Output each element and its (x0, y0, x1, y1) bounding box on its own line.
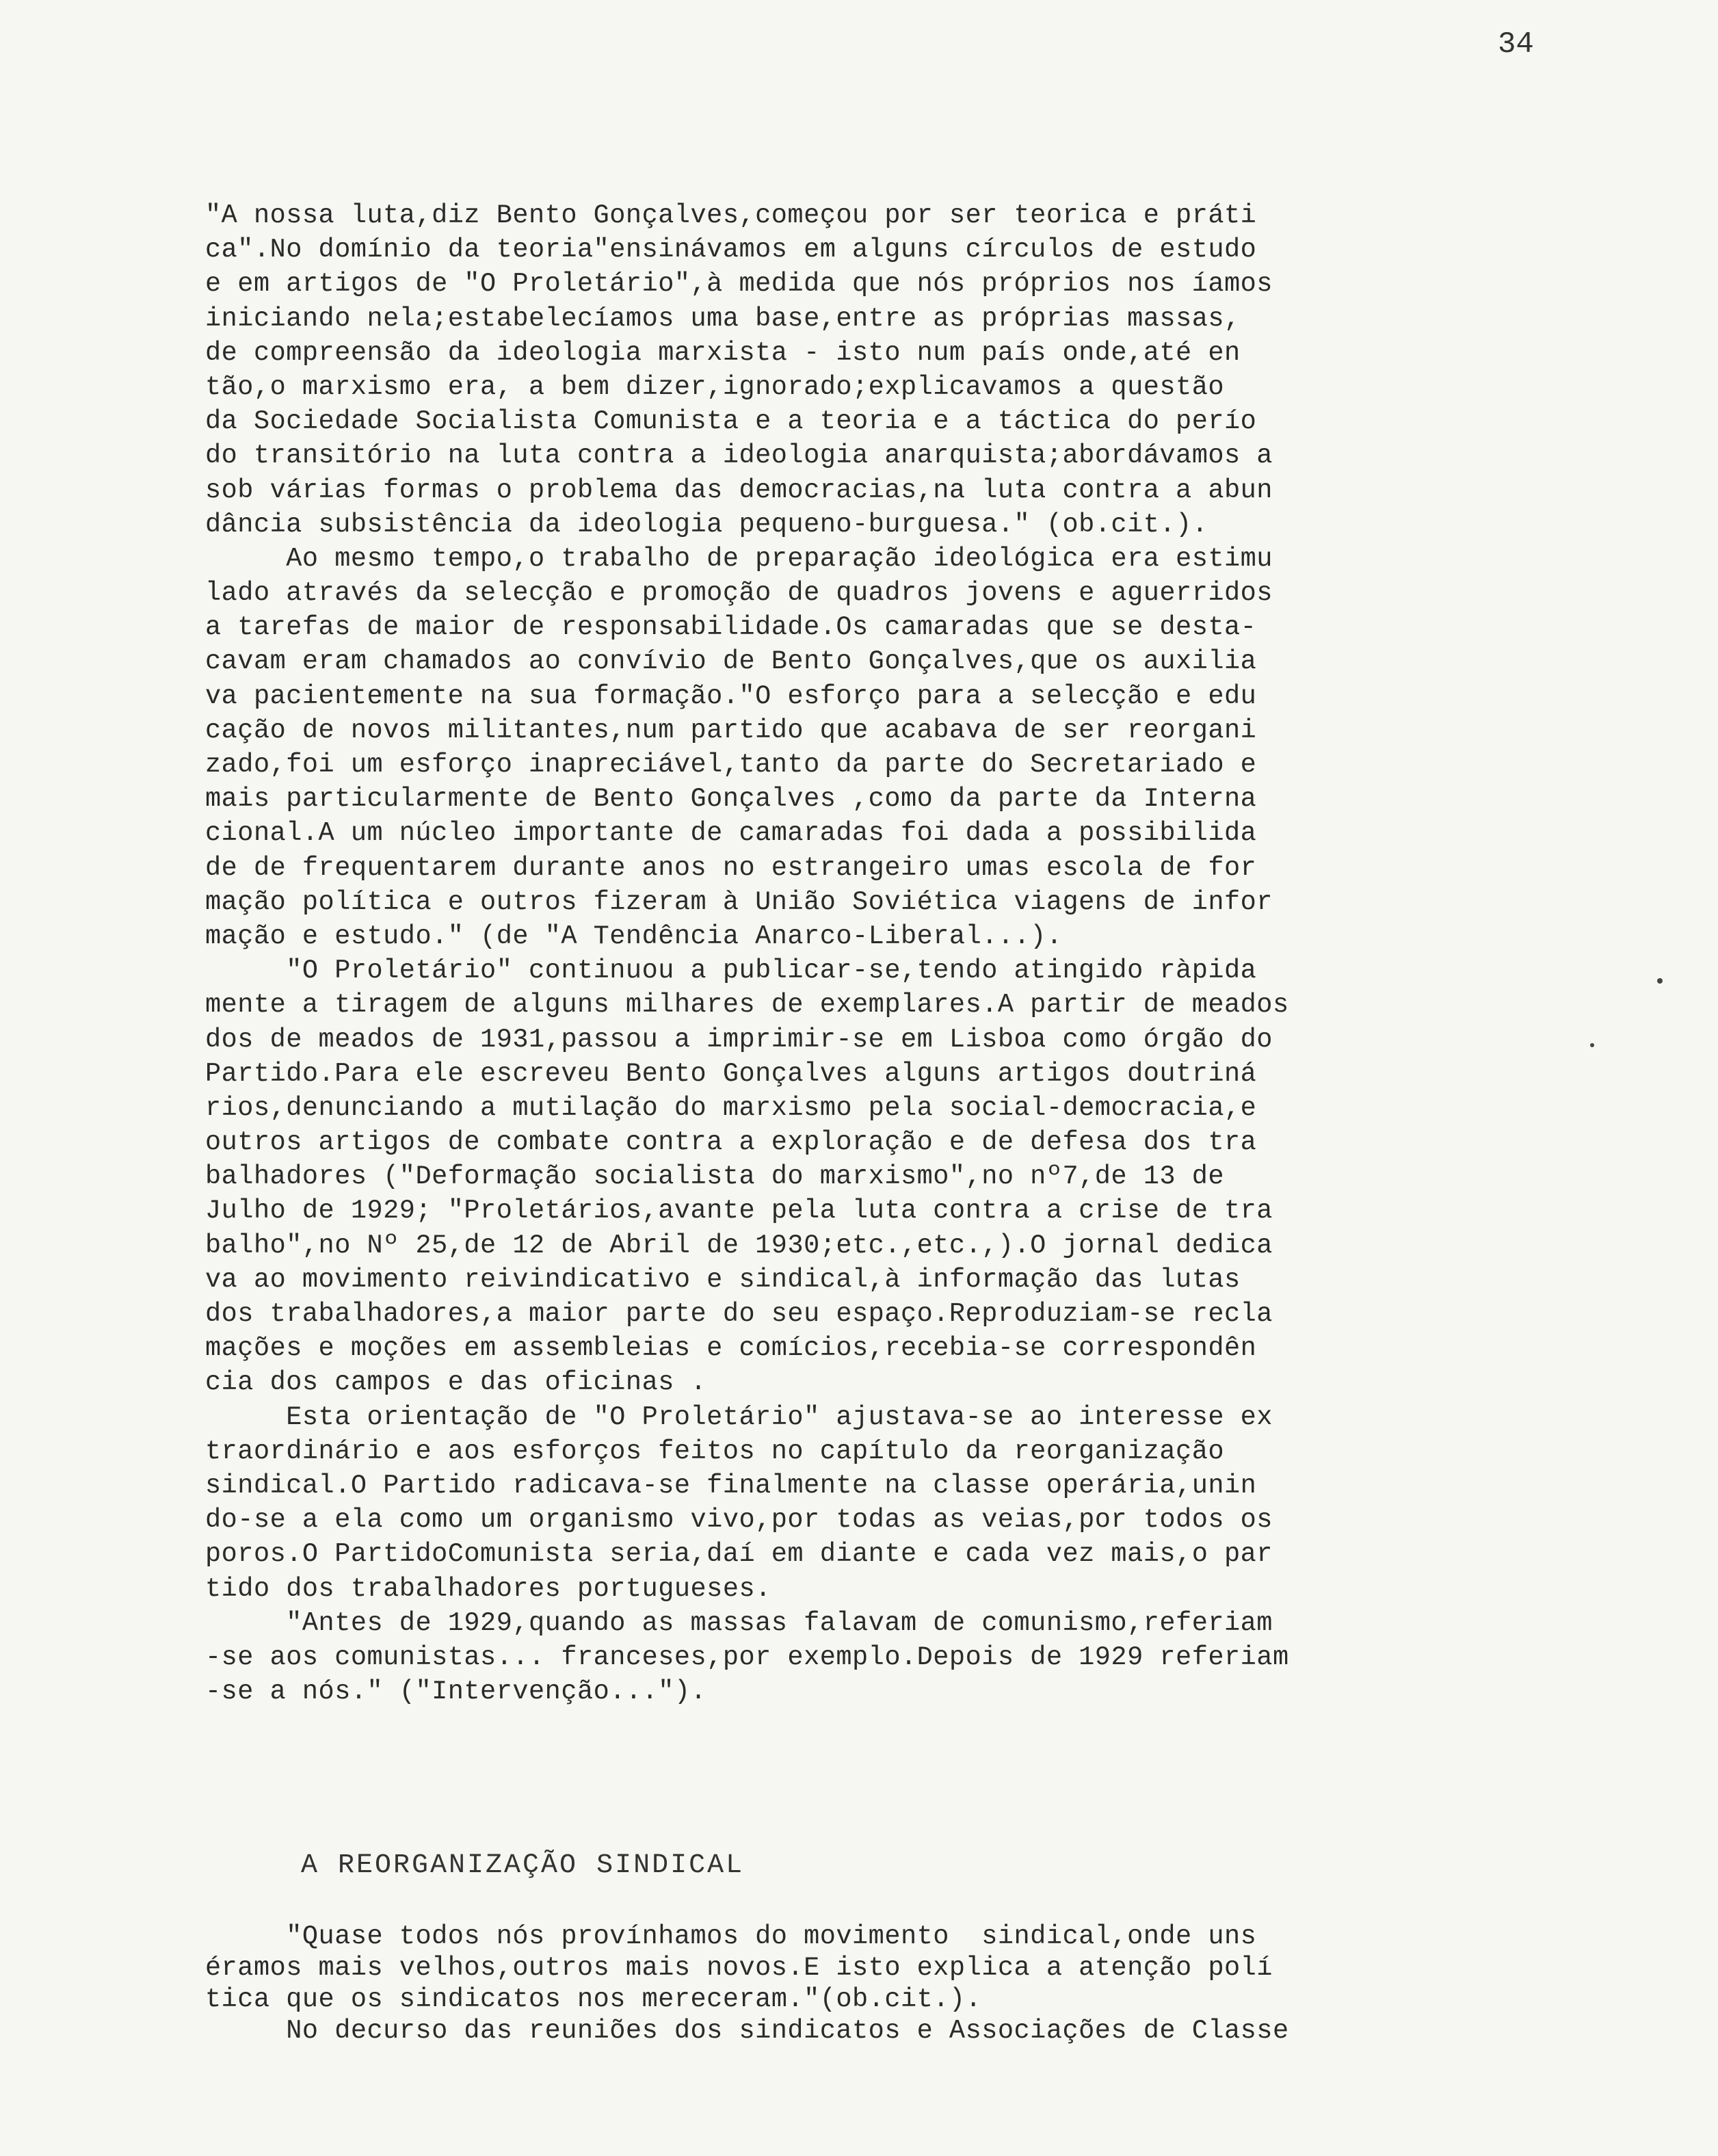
text-line: "O Proletário" continuou a publicar-se,tendo atingido ràpida (205, 956, 1257, 986)
ink-speck (1657, 978, 1663, 984)
text-line: cia dos campos e das oficinas . (205, 1367, 707, 1398)
text-line: Julho de 1929; "Proletários,avante pela luta contra a crise de tra (205, 1196, 1273, 1226)
text-line: do transitório na luta contra a ideologia anarquista;abordávamos a (205, 441, 1273, 471)
text-line: -se a nós." ("Intervenção..."). (205, 1677, 707, 1707)
text-line: sob várias formas o problema das democracias,na luta contra a abun (205, 475, 1273, 505)
text-line: outros artigos de combate contra a exploração e de defesa dos tra (205, 1127, 1257, 1158)
text-line: de compreensão da ideologia marxista - isto num país onde,até en (205, 337, 1241, 368)
text-line: traordinário e aos esforços feitos no capítulo da reorganização (205, 1436, 1224, 1467)
text-line: do-se a ela como um organismo vivo,por todas as veias,por todos os (205, 1505, 1273, 1536)
ink-speck (1590, 1043, 1594, 1047)
text-line: mente a tiragem de alguns milhares de exemplares.A partir de meados (205, 990, 1289, 1021)
text-line: "A nossa luta,diz Bento Gonçalves,começou por ser teorica e práti (205, 200, 1257, 231)
text-line: "Quase todos nós provínhamos do movimento sindical,onde uns (205, 1921, 1257, 1951)
section-body-text (205, 1921, 1566, 2047)
text-line: da Sociedade Socialista Comunista e a teoria e a táctica do perío (205, 406, 1257, 437)
text-line: va pacientemente na sua formação."O esforço para a selecção e edu (205, 681, 1257, 711)
text-line: mações e moções em assembleias e comícios,recebia-se correspondên (205, 1333, 1257, 1364)
text-line: mais particularmente de Bento Gonçalves ,como da parte da Interna (205, 784, 1257, 815)
text-line: cação de novos militantes,num partido que acabava de ser reorgani (205, 715, 1257, 746)
text-line: dos trabalhadores,a maior parte do seu espaço.Reproduziam-se recla (205, 1299, 1273, 1329)
text-line: poros.O PartidoComunista seria,daí em diante e cada vez mais,o par (205, 1539, 1273, 1570)
text-line: tão,o marxismo era, a bem dizer,ignorado;explicavamos a questão (205, 371, 1224, 402)
text-line: éramos mais velhos,outros mais novos.E isto explica a atenção polí (205, 1953, 1273, 1983)
text-line: sindical.O Partido radicava-se finalmente na classe operária,unin (205, 1470, 1257, 1501)
text-line: -se aos comunistas... franceses,por exemplo.Depois de 1929 referiam (205, 1642, 1289, 1672)
text-line: balhadores ("Deformação socialista do marxismo",no nº7,de 13 de (205, 1161, 1224, 1192)
text-line: ca".No domínio da teoria"ensinávamos em alguns círculos de estudo (205, 235, 1257, 265)
text-line: dância subsistência da ideologia pequeno-burguesa." (ob.cit.). (205, 509, 1208, 540)
text-line: No decurso das reuniões dos sindicatos e Associações de Classe (205, 2016, 1289, 2046)
text-line: balho",no Nº 25,de 12 de Abril de 1930;etc.,etc.,).O jornal dedica (205, 1230, 1273, 1261)
text-line: lado através da selecção e promoção de quadros jovens e aguerridos (205, 578, 1273, 609)
text-line: mação e estudo." (de "A Tendência Anarco-Liberal...). (205, 921, 1063, 951)
page-number: 34 (1498, 27, 1534, 62)
text-line: a tarefas de maior de responsabilidade.Os camaradas que se desta- (205, 612, 1257, 643)
text-line: va ao movimento reivindicativo e sindical,à informação das lutas (205, 1264, 1241, 1295)
text-line: tica que os sindicatos nos mereceram."(ob.cit.). (205, 1984, 982, 2014)
text-line: dos de meados de 1931,passou a imprimir-se em Lisboa como órgão do (205, 1024, 1273, 1055)
text-line: iniciando nela;estabelecíamos uma base,entre as próprias massas, (205, 303, 1241, 334)
text-line: "Antes de 1929,quando as massas falavam de comunismo,referiam (205, 1607, 1273, 1638)
text-line: Esta orientação de "O Proletário" ajustava-se ao interesse ex (205, 1402, 1273, 1432)
text-line: rios,denunciando a mutilação do marxismo pela social-democracia,e (205, 1092, 1257, 1123)
text-line: cional.A um núcleo importante de camaradas foi dada a possibilida (205, 818, 1257, 849)
text-line: tido dos trabalhadores portugueses. (205, 1573, 771, 1604)
text-line: mação política e outros fizeram à União Soviética viagens de infor (205, 886, 1273, 917)
text-line: cavam eram chamados ao convívio de Bento Gonçalves,que os auxilia (205, 646, 1257, 677)
section-heading: A REORGANIZAÇÃO SINDICAL (301, 1850, 745, 1881)
text-line: Ao mesmo tempo,o trabalho de preparação ideológica era estimu (205, 543, 1273, 574)
text-line: Partido.Para ele escreveu Bento Gonçalves alguns artigos doutriná (205, 1058, 1257, 1089)
text-line: de de frequentarem durante anos no estrangeiro umas escola de for (205, 852, 1257, 883)
text-line: zado,foi um esforço inapreciável,tanto da parte do Secretariado e (205, 750, 1257, 780)
body-text (205, 198, 1566, 1709)
text-line: e em artigos de "O Proletário",à medida que nós próprios nos íamos (205, 269, 1273, 300)
